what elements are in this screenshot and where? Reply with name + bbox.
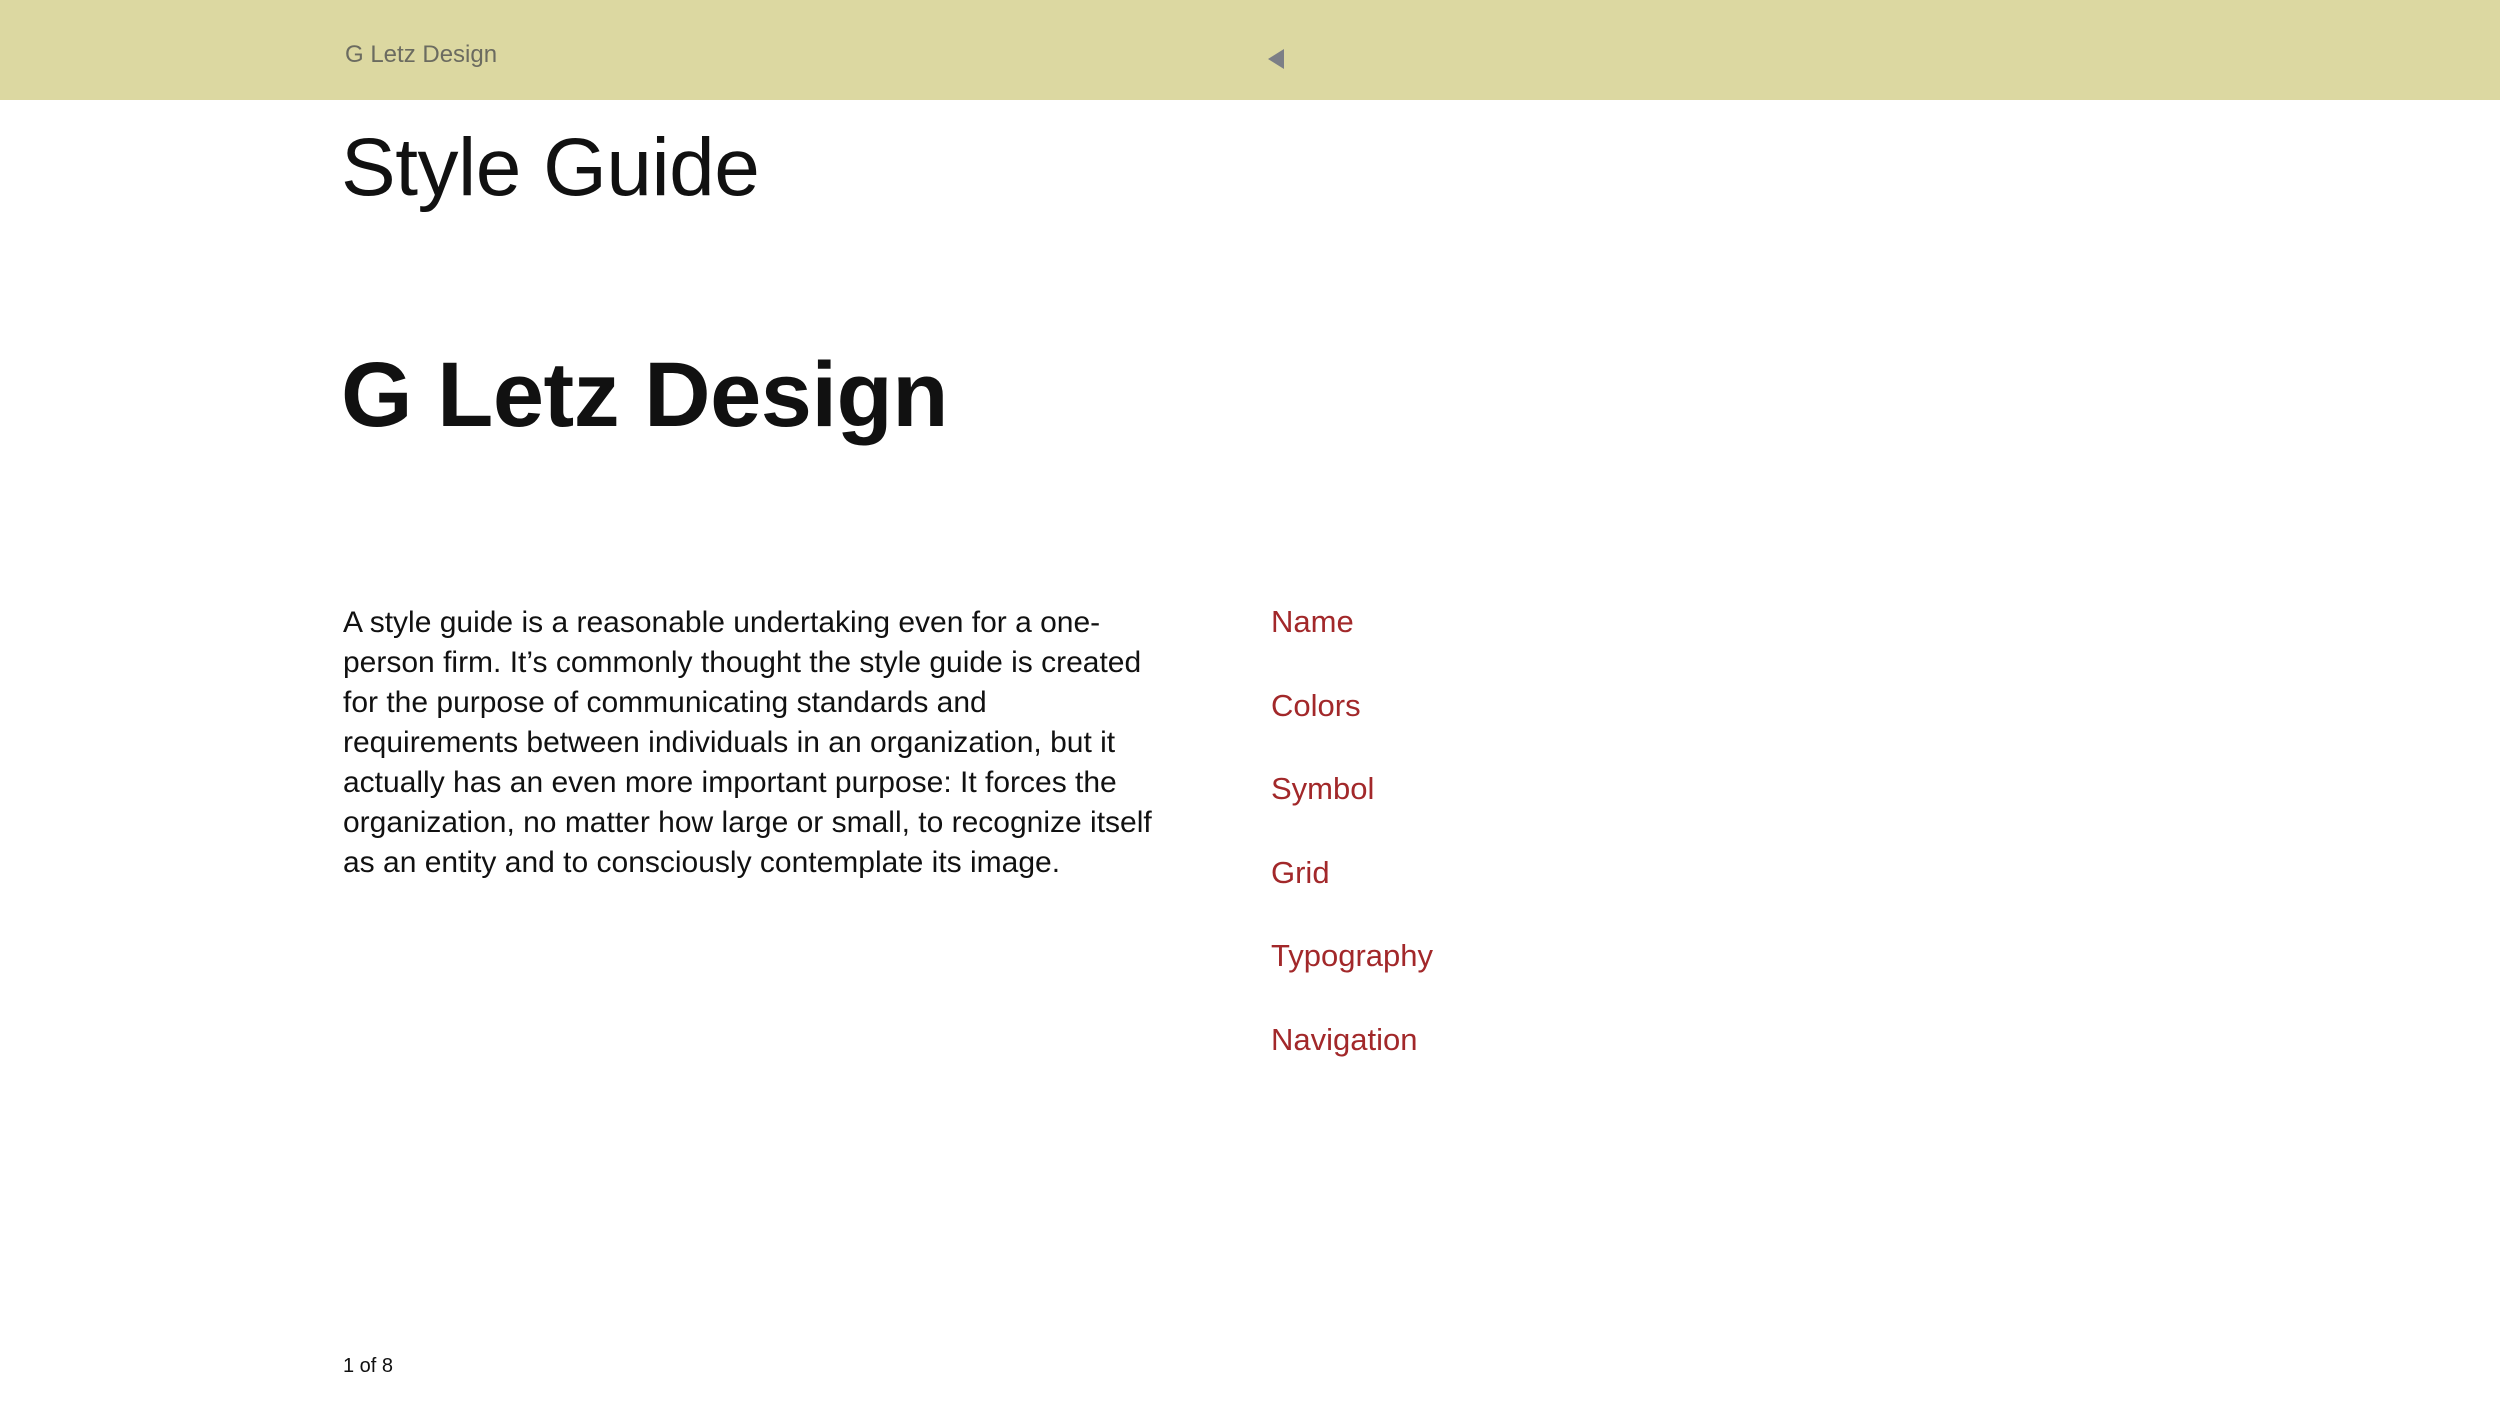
company-name: G Letz Design	[341, 344, 948, 446]
toc-link-typography[interactable]: Typography	[1271, 938, 1433, 973]
top-bar	[0, 0, 2500, 100]
page-indicator: 1 of 8	[343, 1355, 394, 1377]
triangle-left-icon[interactable]	[1266, 48, 1290, 72]
brand-link[interactable]: G Letz Design	[345, 41, 498, 68]
toc-item-colors	[1271, 685, 1433, 769]
toc-item-name	[1271, 601, 1433, 685]
toc-item-typography	[1271, 935, 1433, 1019]
page-title: Style Guide	[341, 122, 760, 213]
toc-item-symbol	[1271, 768, 1433, 852]
toc-link-colors[interactable]: Colors	[1271, 687, 1361, 723]
toc-link-navigation[interactable]: Navigation	[1271, 1021, 1418, 1057]
toc-item-grid	[1271, 852, 1433, 936]
toc-link-name[interactable]: Name	[1271, 604, 1354, 639]
toc-link-symbol[interactable]: Symbol	[1271, 771, 1375, 806]
toc-item-navigation	[1271, 1019, 1433, 1103]
table-of-contents	[1271, 601, 1433, 1102]
toc-link-grid[interactable]: Grid	[1271, 854, 1330, 890]
intro-paragraph: A style guide is a reasonable undertaking even for a one-person firm. It’s commonly thought the style guide is created for the purpose of communicating standards and requirements between individuals in an organization, but it actually has an even more important purpose: It forces the organization, no matter how large or small, to recognize itself as an entity and to consciously contemplate its image.	[343, 606, 1152, 879]
